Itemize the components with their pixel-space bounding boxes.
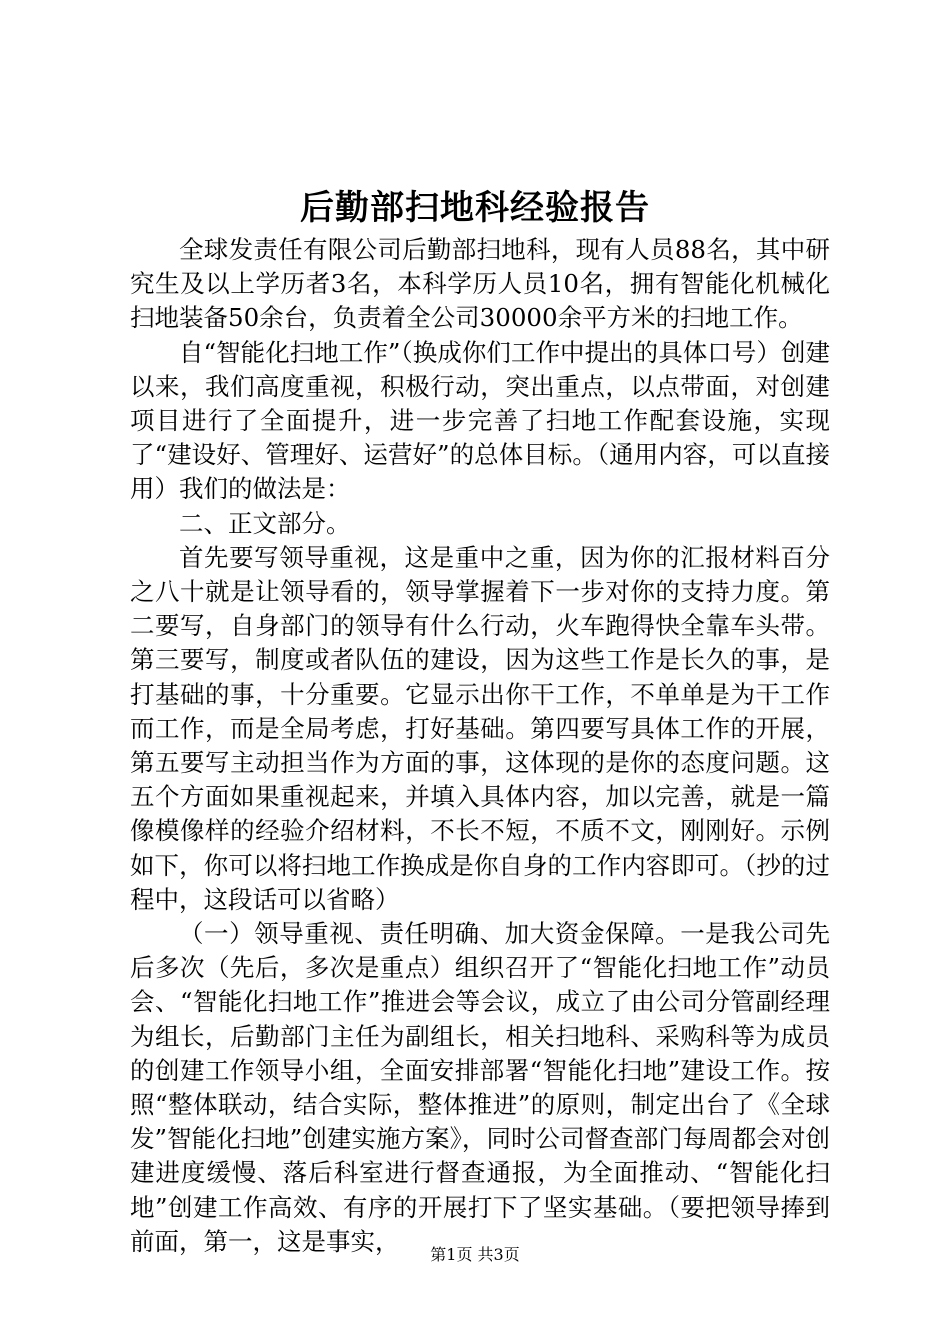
- paragraph-intro: 全球发责任有限公司后勤部扫地科，现有人员88名，其中研究生及以上学历者3名，本科学历人员10名，拥有智能化机械化扫地装备50余台，负责着全公司30000余平方米的扫地工作。: [130, 235, 830, 333]
- paragraph-guidance: 首先要写领导重视，这是重中之重，因为你的汇报材料百分之八十就是让领导看的，领导掌握着下一步对你的支持力度。第二要写，自身部门的领导有什么行动，火车跑得快全靠车头带。第三要写，制度或者队伍的建设，因为这些工作是长久的事，是打基础的事，十分重要。它显示出你干工作，不单单是为干工作而工作，而是全局考虑，打好基础。第四要写具体工作的开展，第五要写主动担当作为方面的事，这体现的是你的态度问题。这五个方面如果重视起来，并填入具体内容，加以完善，就是一篇像模像样的经验介绍材料，不长不短，不质不文，刚刚好。示例如下，你可以将扫地工作换成是你自身的工作内容即可。（抄的过程中，这段话可以省略）: [130, 542, 830, 914]
- document-body: [130, 233, 830, 1259]
- paragraph-section-heading: 二、正文部分。: [179, 508, 351, 538]
- page-footer: 第1页 共3页: [430, 1245, 520, 1264]
- paragraph-background: 自“智能化扫地工作”（换成你们工作中提出的具体口号）创建以来，我们高度重视，积极行动，突出重点，以点带面，对创建项目进行了全面提升，进一步完善了扫地工作配套设施，实现了“建设好、管理好、运营好”的总体目标。（通用内容，可以直接用）我们的做法是：: [130, 337, 830, 504]
- document-title: 后勤部扫地科经验报告: [300, 188, 650, 228]
- paragraph-example: （一）领导重视、责任明确、加大资金保障。一是我公司先后多次（先后，多次是重点）组织召开了“智能化扫地工作”动员会、“智能化扫地工作”推进会等会议，成立了由公司分管副经理为组长，后勤部门主任为副组长，相关扫地科、采购科等为成员的创建工作领导小组，全面安排部署“智能化扫地”建设工作。按照“整体联动，结合实际，整体推进”的原则，制定出台了《全球发”智能化扫地”创建实施方案》，同时公司督查部门每周都会对创建进度缓慢、落后科室进行督查通报，为全面推动、“智能化扫地”创建工作高效、有序的开展打下了坚实基础。（要把领导捧到前面，第一，这是事实，: [130, 919, 830, 1256]
